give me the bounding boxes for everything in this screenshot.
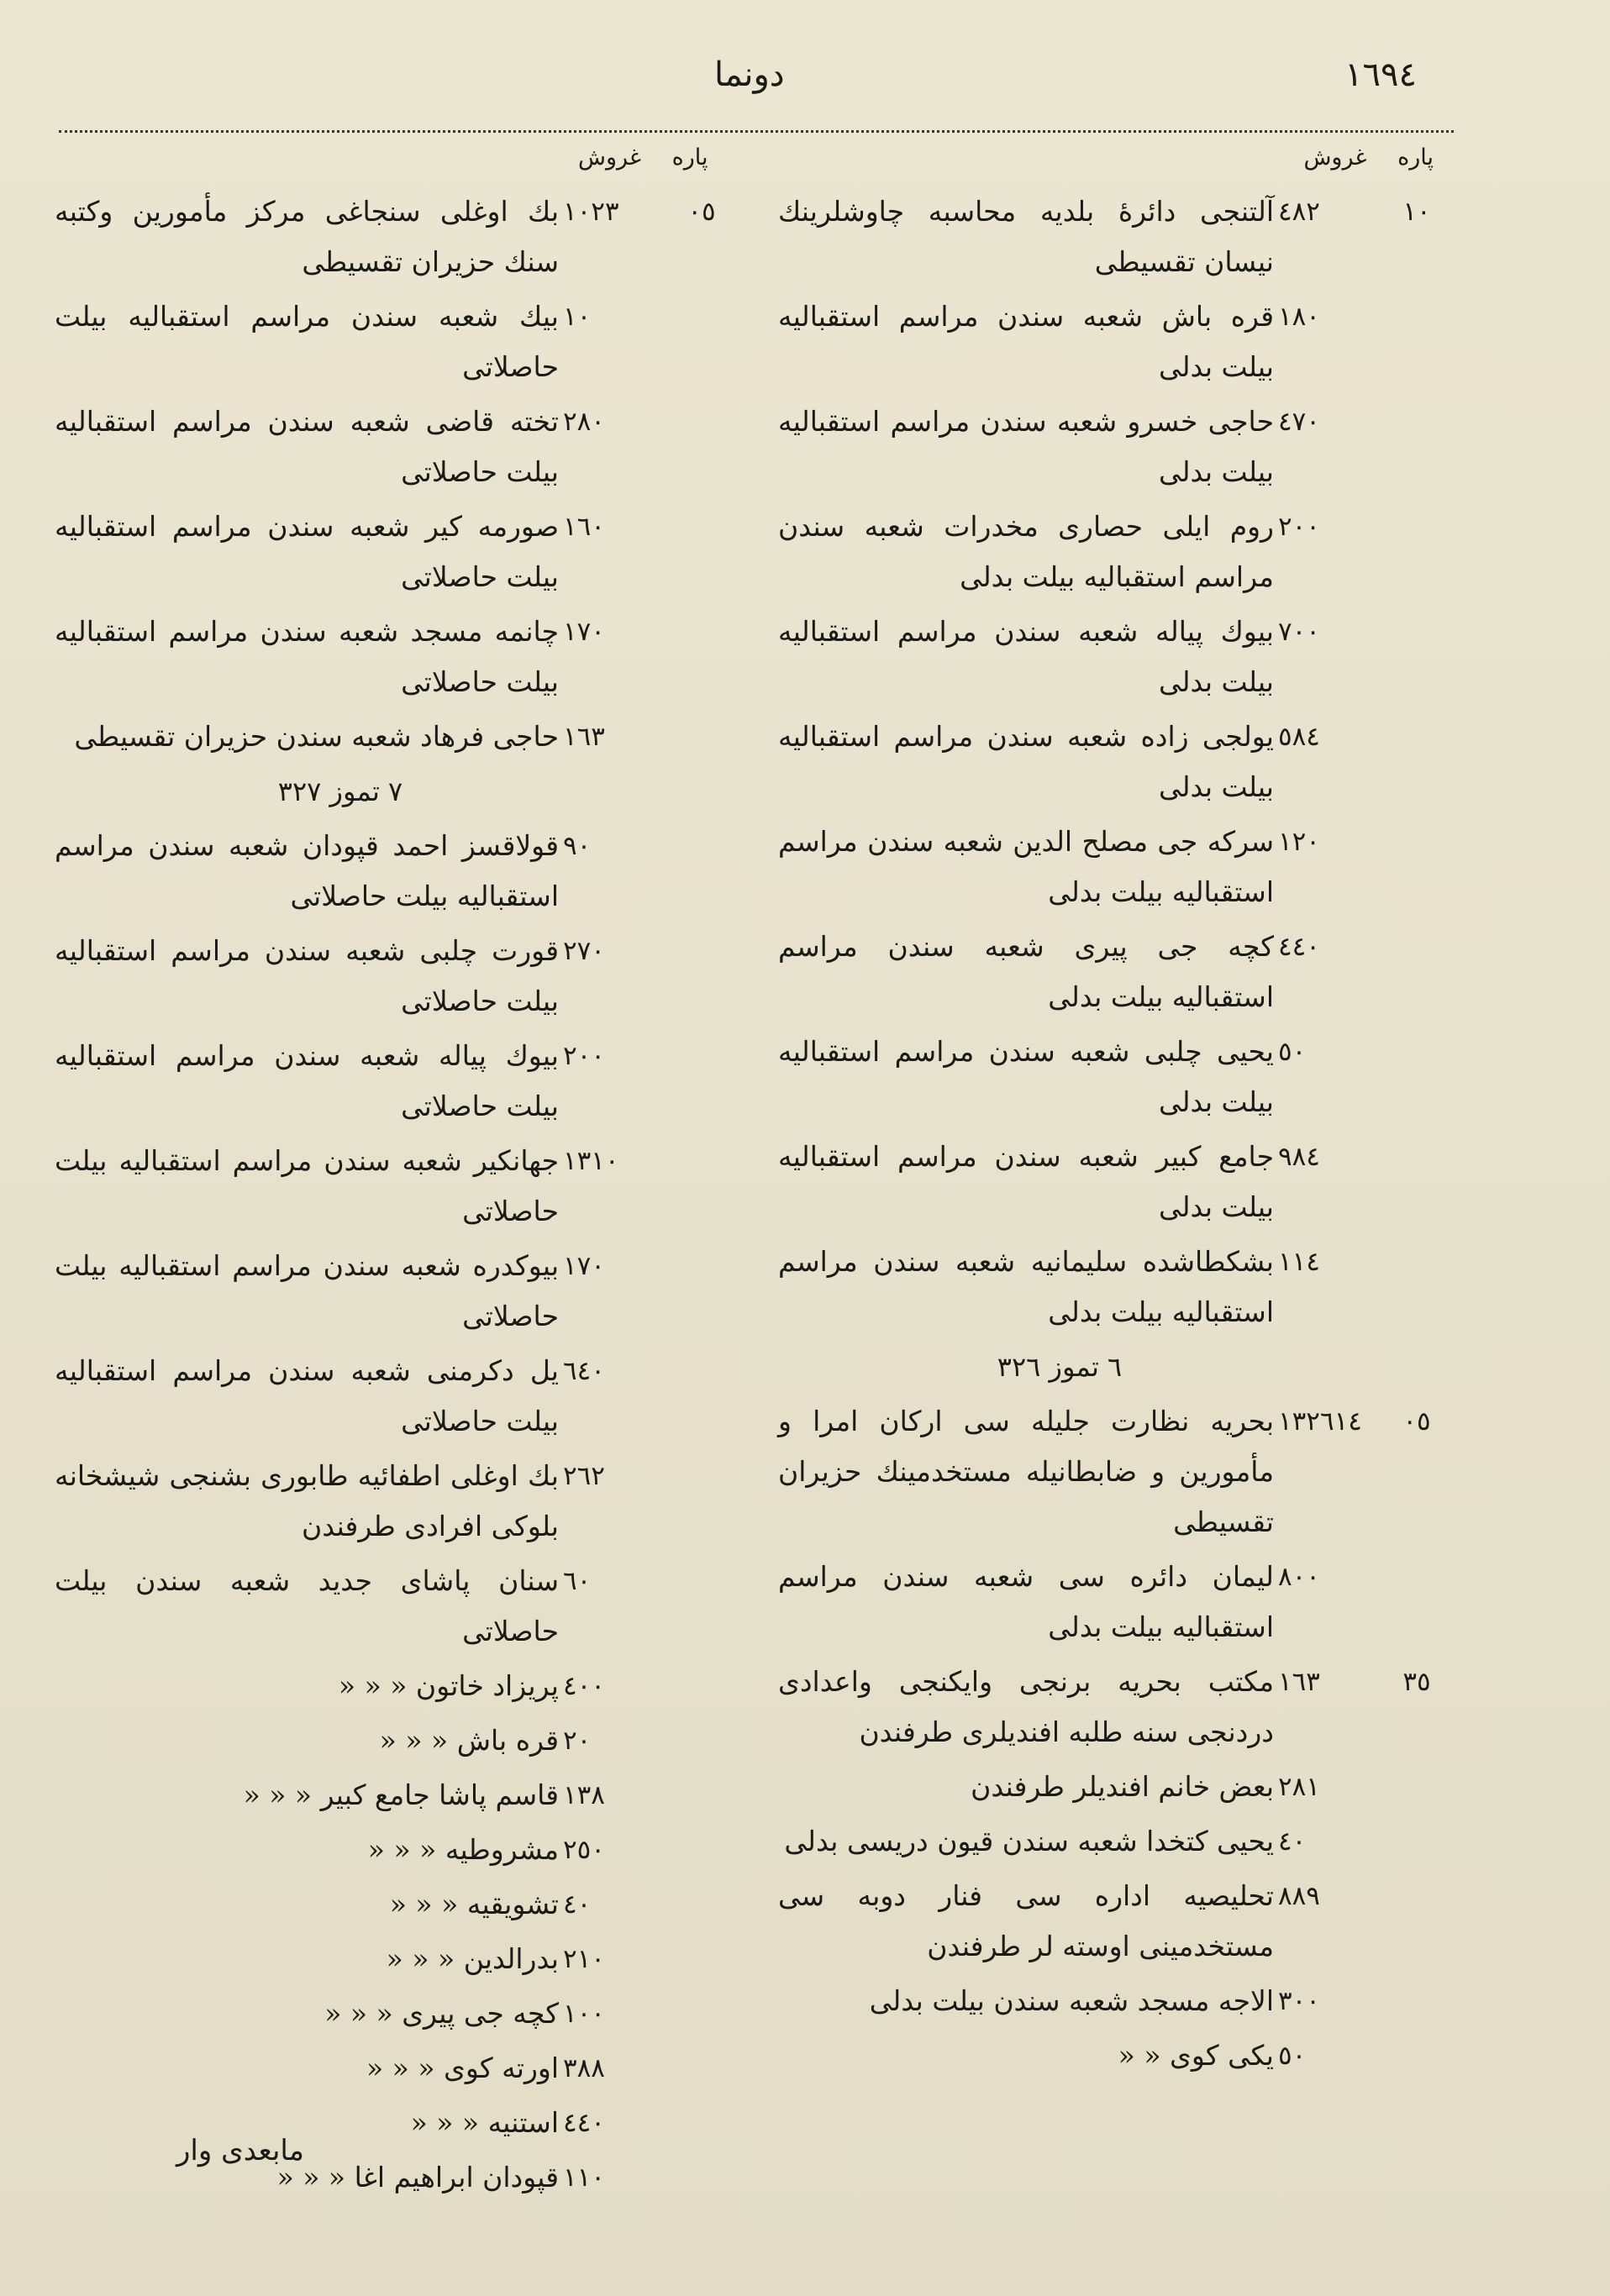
entry-gurus: ١٦٣ (563, 722, 605, 752)
entry-gurus: ٣٨٨ (563, 2053, 605, 2083)
entry-amount (559, 502, 727, 552)
entry-para: ٠٥ (1402, 1406, 1431, 1437)
entry-description: حاجی خسرو شعبه سندن مراسم استقبالیه بیلت بدلی (778, 405, 1274, 488)
entry-amount (1274, 1237, 1442, 1287)
entry-amount (559, 292, 727, 342)
entry-amount (559, 607, 727, 657)
entry-para (1392, 1027, 1442, 1077)
entry-description: جامع کبیر شعبه سندن مراسم استقبالیه بیلت بدلی (778, 1140, 1274, 1223)
entry-para (676, 821, 727, 871)
ledger-entry (55, 1451, 727, 1552)
entry-description: سنان پاشای جدید شعبه سندن بیلت حاصلاتی (55, 1564, 559, 1647)
entry-description: بیوك پیاله شعبه سندن مراسم استقبالیه بیلت بدلی (778, 615, 1274, 698)
entry-description: یحیی چلبی شعبه سندن مراسم استقبالیه بیلت بدلی (778, 1035, 1274, 1118)
ledger-entry (55, 397, 727, 497)
entry-description: کچه جی پیری « « « (324, 1997, 559, 2030)
ledger-entry (778, 1762, 1442, 1812)
ledger-entry (778, 1027, 1442, 1127)
ledger-entry (55, 821, 727, 922)
right-column-header (1280, 144, 1434, 171)
entry-description: قره باش « « « (379, 1724, 559, 1757)
entry-amount (1274, 1396, 1442, 1447)
entry-gurus: ٢٨١ (1278, 1772, 1320, 1802)
entry-description: پریزاد خاتون « « « (338, 1669, 559, 1702)
entry-description: لیمان دائره سی شعبه سندن مراسم استقبالیه بیلت بدلی (778, 1560, 1274, 1643)
entry-para: ٠٥ (687, 197, 716, 227)
gurus-header: غروش (1303, 144, 1367, 171)
entry-amount (559, 1879, 727, 1930)
entry-amount (1274, 187, 1442, 237)
entry-gurus: ٢٨٠ (563, 407, 605, 437)
entry-amount (1274, 607, 1442, 657)
entry-description: قره باش شعبه سندن مراسم استقبالیه بیلت بدلی (778, 300, 1274, 383)
entry-para (676, 926, 727, 976)
entry-amount (559, 1989, 727, 2039)
entry-para (1392, 1237, 1442, 1287)
page-number: ١٦٩٤ (1344, 55, 1417, 94)
gurus-header: غروش (578, 144, 642, 171)
entry-gurus: ٨٠٠ (1278, 1562, 1320, 1592)
entry-gurus: ٤٧٠ (1278, 407, 1320, 437)
para-header: پاره (671, 144, 708, 171)
entry-gurus: ١٠ (563, 302, 592, 332)
entry-gurus: ١١٤ (1278, 1247, 1320, 1277)
entry-description: تحلیصیه اداره سی فنار دوبه سی مستخدمینی اوسته لر طرفندن (778, 1879, 1274, 1962)
ledger-entry (55, 1989, 727, 2039)
entry-amount (559, 2043, 727, 2094)
entry-amount (1274, 1762, 1442, 1812)
entry-gurus: ٩٠ (563, 831, 592, 861)
entry-description: قولاقسز احمد قپودان شعبه سندن مراسم استقبالیه بیلت حاصلاتی (55, 829, 559, 912)
entry-description: قپودان ابراهیم اغا « « « (276, 2161, 559, 2194)
entry-amount (1274, 817, 1442, 867)
entry-para (676, 1934, 727, 1984)
entry-para (676, 292, 727, 342)
entry-gurus: ٢٧٠ (563, 936, 605, 966)
entry-description: بحریه نظارت جلیله سی ارکان امرا و مأمورین و ضابطانیله مستخدمینك حزیران تقسیطی (778, 1405, 1274, 1538)
entry-description: جهانکیر شعبه سندن مراسم استقبالیه بیلت حاصلاتی (55, 1144, 559, 1227)
entry-para (676, 1715, 727, 1766)
entry-gurus: ١١٠ (563, 2162, 605, 2193)
entry-description: بیوك پیاله شعبه سندن مراسم استقبالیه بیلت حاصلاتی (55, 1039, 559, 1122)
entry-amount (559, 397, 727, 447)
entry-para (676, 1136, 727, 1186)
entry-gurus: ٢٥٠ (563, 1835, 605, 1865)
entry-amount (559, 1136, 727, 1186)
entry-para (676, 1770, 727, 1821)
header-divider (59, 130, 1454, 133)
ledger-entry (778, 1657, 1442, 1757)
entry-amount (559, 1715, 727, 1766)
ledger-entry (778, 1976, 1442, 2026)
ledger-entry (778, 1237, 1442, 1337)
ledger-entry (55, 1346, 727, 1447)
ledger-entry (55, 712, 727, 762)
entry-description: یحیی کتخدا شعبه سندن قیون دریسی بدلی (784, 1825, 1274, 1857)
entry-para (1392, 1816, 1442, 1867)
ledger-entry (778, 397, 1442, 497)
entry-description: سرکه جی مصلح الدین شعبه سندن مراسم استقبالیه بیلت بدلی (778, 825, 1274, 908)
entry-gurus: ١٠٢٣ (563, 197, 619, 227)
entry-description: تخته قاضی شعبه سندن مراسم استقبالیه بیلت حاصلاتی (55, 405, 559, 488)
ledger-entry (778, 1552, 1442, 1652)
entry-description: بعض خانم افندیلر طرفندن (971, 1770, 1274, 1803)
entry-description: روم ایلی حصاری مخدرات شعبه سندن مراسم استقبالیه بیلت بدلی (778, 510, 1274, 593)
ledger-entry (778, 2031, 1442, 2081)
page-title: دونما (714, 55, 785, 94)
entry-gurus: ١٦٣ (1278, 1667, 1320, 1697)
entry-amount (1274, 1871, 1442, 1921)
entry-amount (1274, 1027, 1442, 1077)
para-header: پاره (1397, 144, 1434, 171)
entry-para (676, 607, 727, 657)
entry-para (676, 1451, 727, 1501)
entry-gurus: ٧٠٠ (1278, 617, 1320, 647)
ledger-entry (55, 1556, 727, 1657)
entry-para (1392, 1871, 1442, 1921)
entry-amount (559, 1241, 727, 1291)
ledger-entry (55, 502, 727, 602)
ledger-entry (55, 607, 727, 707)
entry-para (1392, 397, 1442, 447)
entry-gurus: ١٧٠ (563, 1251, 605, 1281)
entry-amount (1274, 922, 1442, 972)
entry-para (1392, 817, 1442, 867)
entry-amount (559, 2098, 727, 2148)
entry-amount (559, 1556, 727, 1606)
entry-gurus: ١٢٠ (1278, 827, 1320, 857)
entry-para (1392, 1132, 1442, 1182)
entry-para (1392, 1552, 1442, 1602)
entry-description: آلتنجی دائرۀ بلدیه محاسبه چاوشلرینك نیسان تقسیطی (778, 195, 1274, 278)
entry-amount (559, 926, 727, 976)
ledger-entry (778, 922, 1442, 1022)
entry-description: الاجه مسجد شعبه سندن بیلت بدلی (869, 1984, 1274, 2017)
entry-amount (1274, 2031, 1442, 2081)
ledger-entry (778, 712, 1442, 812)
entry-description: یولجی زاده شعبه سندن مراسم استقبالیه بیلت بدلی (778, 720, 1274, 803)
entry-gurus: ٢٦٢ (563, 1461, 605, 1491)
ledger-entry (55, 1241, 727, 1342)
entry-date: ٧ تموز ٣٢٧ (277, 775, 403, 807)
entry-gurus: ١٧٠ (563, 617, 605, 647)
entry-para (676, 1556, 727, 1606)
entry-description: حاجی فرهاد شعبه سندن حزیران تقسیطی (74, 720, 559, 753)
entry-gurus: ٢١٠ (563, 1944, 605, 1974)
entry-amount (559, 821, 727, 871)
entry-para (676, 1661, 727, 1711)
ledger-entry (55, 1661, 727, 1711)
entry-description: بدرالدین « « « (386, 1942, 559, 1975)
entry-gurus: ٤٤٠ (1278, 932, 1320, 962)
ledger-entry (55, 1825, 727, 1875)
entry-amount (1274, 1657, 1442, 1707)
entry-gurus: ١٣٨ (563, 1780, 605, 1810)
entry-para: ٣٥ (1402, 1667, 1431, 1697)
right-column (778, 187, 1442, 2085)
entry-description: اورته کوی « « « (366, 2052, 559, 2084)
entry-amount (1274, 1552, 1442, 1602)
ledger-entry (778, 187, 1442, 287)
entry-amount (559, 1934, 727, 1984)
entry-amount (1274, 1816, 1442, 1867)
entry-amount (1274, 1132, 1442, 1182)
entry-description: استنیه « « « (410, 2106, 559, 2139)
entry-amount (1274, 397, 1442, 447)
entry-para (676, 1825, 727, 1875)
ledger-entry (55, 1770, 727, 1821)
ledger-entry (55, 2098, 727, 2148)
entry-description: صورمه کیر شعبه سندن مراسم استقبالیه بیلت حاصلاتی (55, 510, 559, 593)
entry-para (1392, 1976, 1442, 2026)
entry-description: یکی کوی « « (1118, 2039, 1274, 2072)
entry-gurus: ٢٠٠ (1278, 512, 1320, 542)
entry-para (676, 712, 727, 762)
entry-gurus: ٥٨٤ (1278, 722, 1320, 752)
left-column (55, 187, 727, 2207)
entry-gurus: ٦٠ (563, 1566, 592, 1596)
entry-amount (559, 1346, 727, 1396)
entry-para (676, 1346, 727, 1396)
ledger-entry (55, 1715, 727, 1766)
ledger-entry (55, 926, 727, 1027)
entry-amount (1274, 1976, 1442, 2026)
ledger-entry (778, 817, 1442, 917)
entry-amount (559, 2152, 727, 2203)
entry-para: ١٠ (1402, 197, 1431, 227)
ledger-entry (55, 1031, 727, 1132)
entry-para (676, 2152, 727, 2203)
entry-gurus: ١٣١٠ (563, 1146, 619, 1176)
entry-gurus: ٤٠ (1278, 1826, 1307, 1857)
entry-gurus: ١٠٠ (563, 1999, 605, 2029)
entry-gurus: ٨٨٩ (1278, 1881, 1320, 1911)
entry-gurus: ٢٠ (563, 1726, 592, 1756)
entry-description: مکتب بحریه برنجی وایکنجی واعدادی دردنجی سنه طلبه افندیلری طرفندن (778, 1665, 1274, 1748)
ledger-entry (778, 1871, 1442, 1972)
entry-description: بیك شعبه سندن مراسم استقبالیه بیلت حاصلاتی (55, 300, 559, 383)
ledger-entry (778, 607, 1442, 707)
entry-description: یل دکرمنی شعبه سندن مراسم استقبالیه بیلت حاصلاتی (55, 1354, 559, 1437)
entry-gurus: ٥٠ (1278, 2041, 1307, 2071)
entry-para (676, 502, 727, 552)
entry-gurus: ٤٤٠ (563, 2108, 605, 2138)
entry-para (1392, 607, 1442, 657)
entry-amount (559, 1770, 727, 1821)
entry-description: چانمه مسجد شعبه سندن مراسم استقبالیه بیلت حاصلاتی (55, 615, 559, 698)
entry-para (676, 1241, 727, 1291)
entry-amount (559, 187, 727, 237)
entry-para (1392, 502, 1442, 552)
entry-amount (559, 1451, 727, 1501)
left-column-header (555, 144, 708, 171)
entry-para (1392, 712, 1442, 762)
entry-para (676, 397, 727, 447)
ledger-entry (55, 292, 727, 392)
entry-para (1392, 922, 1442, 972)
entry-amount (559, 1661, 727, 1711)
entry-amount (559, 1825, 727, 1875)
entry-description: بشکطاشده سلیمانیه شعبه سندن مراسم استقبالیه بیلت بدلی (778, 1245, 1274, 1328)
entry-gurus: ١٦٠ (563, 512, 605, 542)
entry-para (676, 1031, 727, 1081)
entry-description: مشروطیه « « « (367, 1833, 559, 1866)
entry-gurus: ٢٠٠ (563, 1041, 605, 1071)
entry-gurus: ٩٨٤ (1278, 1142, 1320, 1172)
entry-amount (559, 1031, 727, 1081)
ledger-entry (55, 1934, 727, 1984)
ledger-entry (55, 1136, 727, 1237)
ledger-entry (778, 1396, 1442, 1547)
entry-amount (1274, 292, 1442, 342)
entry-gurus: ٤٠٠ (563, 1671, 605, 1701)
entry-gurus: ٣٠٠ (1278, 1986, 1320, 2016)
ledger-entry (778, 1816, 1442, 1867)
entry-description: قورت چلبی شعبه سندن مراسم استقبالیه بیلت حاصلاتی (55, 934, 559, 1017)
ledger-entry (778, 292, 1442, 392)
entry-para (676, 2098, 727, 2148)
entry-gurus: ٤٠ (563, 1889, 592, 1920)
entry-date: ٦ تموز ٣٢٦ (997, 1351, 1123, 1383)
entry-gurus: ٦٤٠ (563, 1356, 605, 1386)
entry-amount (1274, 712, 1442, 762)
entry-para (1392, 2031, 1442, 2081)
ledger-entry (55, 2043, 727, 2094)
entry-gurus: ٥٠ (1278, 1037, 1307, 1067)
entry-gurus: ١٣٢٦١٤ (1278, 1406, 1362, 1437)
entry-description: تشویقیه « « « (389, 1888, 559, 1920)
entry-gurus: ١٨٠ (1278, 302, 1320, 332)
entry-para (676, 2043, 727, 2094)
entry-description: قاسم پاشا جامع کبیر « « « (243, 1778, 559, 1811)
entry-para (1392, 1762, 1442, 1812)
entry-para (676, 1989, 727, 2039)
entry-description: بیوکدره شعبه سندن مراسم استقبالیه بیلت حاصلاتی (55, 1249, 559, 1332)
entry-description: کچه جی پیری شعبه سندن مراسم استقبالیه بیلت بدلی (778, 930, 1274, 1013)
entry-para (676, 1879, 727, 1930)
entry-description: بك اوغلی سنجاغی مرکز مأمورین وکتبه سنك حزیران تقسیطی (55, 195, 559, 278)
ledger-entry (778, 502, 1442, 602)
continuation-note: مابعدی وار (176, 2134, 304, 2167)
entry-gurus: ٤٨٢ (1278, 197, 1320, 227)
entry-description: بك اوغلی اطفائیه طابوری بشنجی شیشخانه بلوکی افرادی طرفندن (55, 1459, 559, 1542)
ledger-entry (55, 2152, 727, 2203)
entry-amount (1274, 502, 1442, 552)
ledger-entry (55, 1879, 727, 1930)
ledger-entry (55, 187, 727, 287)
entry-amount (559, 712, 727, 762)
ledger-entry (778, 1132, 1442, 1232)
entry-para (1392, 292, 1442, 342)
